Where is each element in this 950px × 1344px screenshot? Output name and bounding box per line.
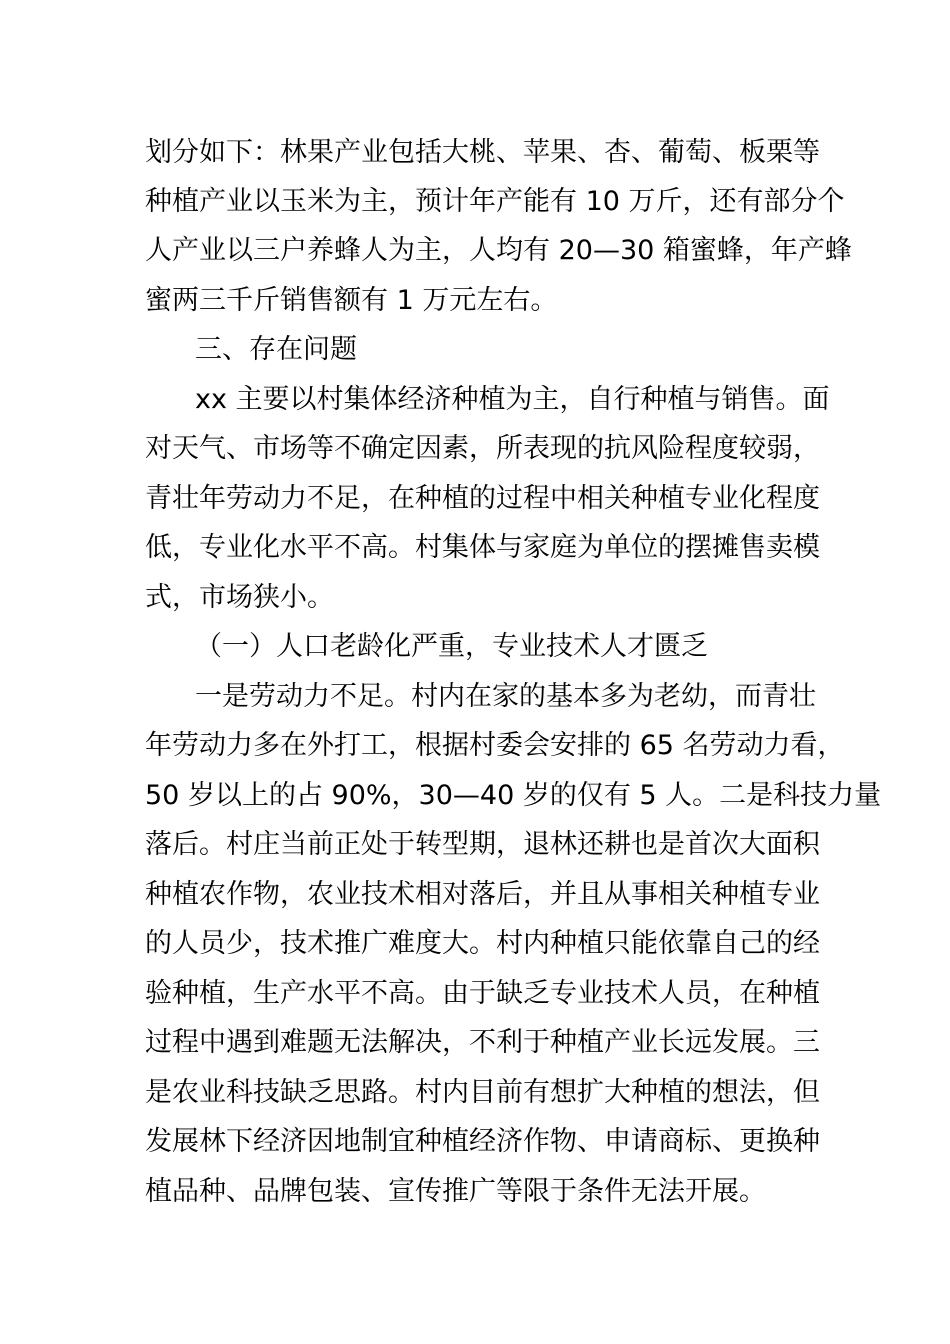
section-heading: 三、存在问题 xyxy=(195,334,357,365)
paragraph-line: 发展林下经济因地制宜种植经济作物、申请商标、更换种 xyxy=(145,1126,820,1157)
paragraph-line: 是农业科技缺乏思路。村内目前有想扩大种植的想法，但 xyxy=(145,1077,820,1108)
paragraph-line: 划分如下：林果产业包括大桃、苹果、杏、葡萄、板栗等 xyxy=(145,137,820,168)
paragraph-line: 青壮年劳动力不足，在种植的过程中相关种植专业化程度 xyxy=(145,483,820,514)
paragraph-line: xx 主要以村集体经济种植为主，自行种植与销售。面 xyxy=(195,384,830,415)
paragraph-line: 人产业以三户养蜂人为主，人均有 20—30 箱蜜蜂，年产蜂 xyxy=(145,235,852,266)
paragraph-line: 的人员少，技术推广难度大。村内种植只能依靠自己的经 xyxy=(145,928,820,959)
paragraph-line: 一是劳动力不足。村内在家的基本多为老幼，而青壮 xyxy=(195,681,816,712)
paragraph-line: 低，专业化水平不高。村集体与家庭为单位的摆摊售卖模 xyxy=(145,532,820,563)
paragraph-line: 过程中遇到难题无法解决，不利于种植产业长远发展。三 xyxy=(145,1027,820,1058)
paragraph-line: 年劳动力多在外打工，根据村委会安排的 65 名劳动力看， xyxy=(145,730,845,761)
subsection-heading: （一）人口老龄化严重，专业技术人才匮乏 xyxy=(195,631,708,662)
paragraph-line: 50 岁以上的占 90%，30—40 岁的仅有 5 人。二是科技力量 xyxy=(145,780,882,811)
paragraph-line: 式，市场狭小。 xyxy=(145,582,334,613)
paragraph-line: 种植产业以玉米为主，预计年产能有 10 万斤，还有部分个 xyxy=(145,186,845,217)
paragraph-line: 落后。村庄当前正处于转型期，退林还耕也是首次大面积 xyxy=(145,829,820,860)
paragraph-line: 种植农作物，农业技术相对落后，并且从事相关种植专业 xyxy=(145,879,820,910)
paragraph-line: 验种植，生产水平不高。由于缺乏专业技术人员，在种植 xyxy=(145,978,820,1009)
paragraph-line: 蜜两三千斤销售额有 1 万元左右。 xyxy=(145,285,558,316)
paragraph-line: 对天气、市场等不确定因素，所表现的抗风险程度较弱， xyxy=(145,433,820,464)
paragraph-line: 植品种、品牌包装、宣传推广等限于条件无法开展。 xyxy=(145,1176,766,1207)
